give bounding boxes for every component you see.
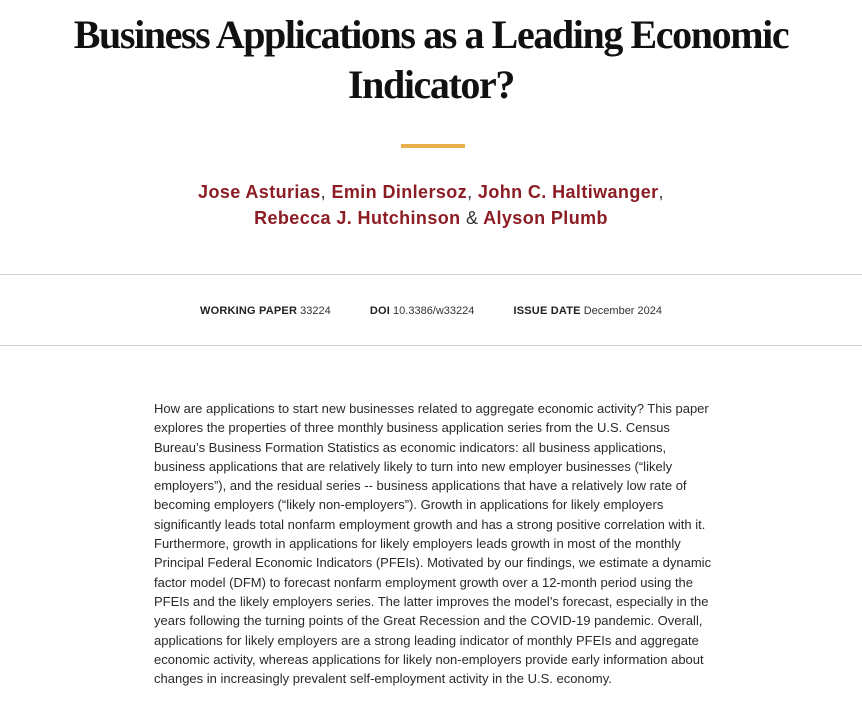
author-link[interactable]: John C. Haltiwanger bbox=[477, 182, 659, 202]
author-link[interactable]: Emin Dinlersoz bbox=[331, 182, 468, 202]
author-list bbox=[0, 179, 862, 231]
issue-date-meta bbox=[513, 304, 662, 318]
doi-value[interactable]: 10.3386/w33224 bbox=[393, 305, 475, 317]
author-separator: & bbox=[465, 208, 479, 228]
author-separator: , bbox=[658, 182, 664, 202]
working-paper-number: 33224 bbox=[300, 305, 331, 317]
paper-meta bbox=[0, 304, 862, 318]
issue-date-value: December 2024 bbox=[583, 305, 663, 317]
working-paper-meta bbox=[200, 304, 331, 318]
author-link[interactable]: Rebecca J. Hutchinson bbox=[254, 208, 461, 228]
meta-divider-top bbox=[0, 274, 862, 275]
abstract-text: How are applications to start new businesses related to aggregate economic activity? This paper explores the properties of three monthly business application series from the U.S. Census Bureau’s Business Formation Statistics as economic indicators: all business applications, business applications that are relatively likely to turn into new employer businesses (“likely employers”), and the residual series -- business applications that have a relatively low rate of becoming employers (“likely non-employers”). Growth in applications for likely employers significantly leads total nonfarm employment growth and has a strong positive correlation with it. Furthermore, growth in applications for likely employers leads growth in most of the monthly Principal Federal Economic Indicators (PFEIs). Motivated by our findings, we estimate a dynamic factor model (DFM) to forecast nonfarm employment growth over a 12-month period using the PFEIs and the likely employers series. The latter improves the model’s forecast, especially in the years following the turning points of the Great Recession and the COVID-19 pandemic. Overall, applications for likely employers are a strong leading indicator of monthly PFEIs and aggregate economic activity, whereas applications for likely non-employers provide early information about changes in increasingly prevalent self-employment activity in the U.S. economy. bbox=[154, 401, 712, 687]
doi-meta bbox=[370, 304, 475, 318]
issue-date-label: ISSUE DATE bbox=[513, 305, 581, 317]
working-paper-label: WORKING PAPER bbox=[199, 305, 298, 317]
author-separator: , bbox=[467, 182, 473, 202]
page-title: Business Applications as a Leading Economic Indicator? bbox=[73, 12, 789, 107]
doi-label: DOI bbox=[369, 305, 390, 317]
author-link[interactable]: Alyson Plumb bbox=[483, 208, 608, 228]
meta-divider-bottom bbox=[0, 345, 862, 346]
author-separator: , bbox=[320, 182, 327, 202]
title-accent-divider bbox=[401, 144, 465, 148]
author-link[interactable]: Jose Asturias bbox=[198, 182, 321, 202]
